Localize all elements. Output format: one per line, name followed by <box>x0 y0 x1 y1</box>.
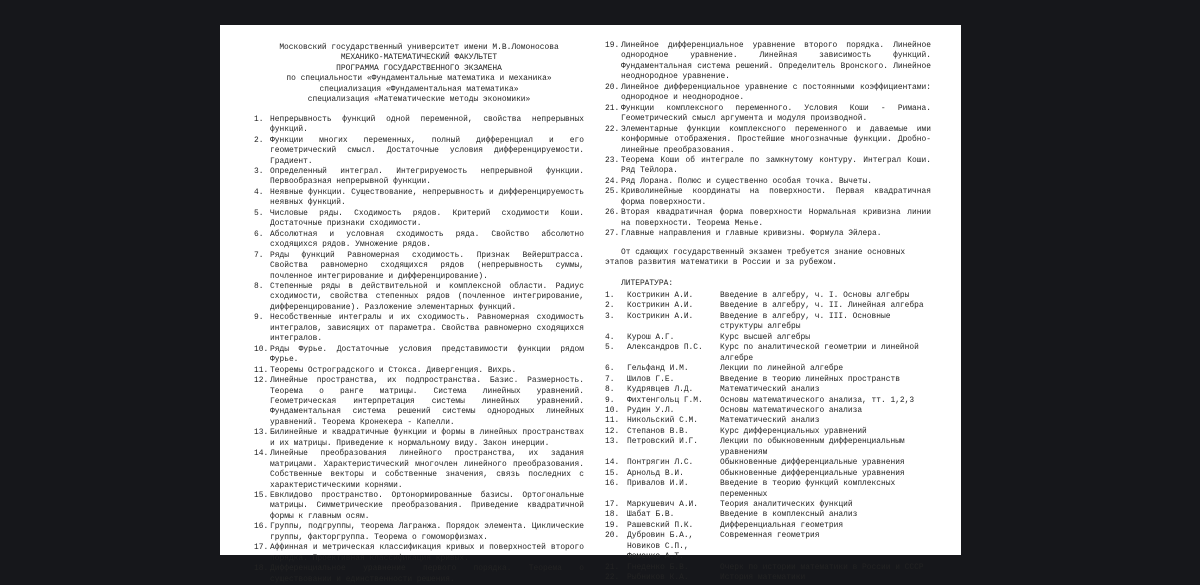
exam-question <box>254 188 584 209</box>
literature-author: Курош А.Г. <box>627 332 675 342</box>
exam-question <box>605 187 931 208</box>
literature-author: Фихтенгольц Г.М. <box>627 395 703 405</box>
exam-question <box>254 522 584 543</box>
question-number: 3. <box>254 166 264 176</box>
literature-number: 11. <box>605 416 620 426</box>
specialty: по специальности «Фундаментальные математика и механика» <box>286 74 552 84</box>
exam-question <box>254 491 584 522</box>
exam-question <box>605 229 931 239</box>
question-number: 22. <box>605 124 620 134</box>
literature-title-entry: Курс по аналитической геометрии и линейной алгебре <box>720 343 919 363</box>
exam-question <box>254 428 584 449</box>
exam-question <box>605 83 931 104</box>
literature-author: Кострикин А.И. <box>627 311 694 321</box>
question-text: Ряд Лорана. Полюс и существенно особая точка. Вычеты. <box>621 176 872 186</box>
exam-question <box>254 115 584 136</box>
literature-number: 21. <box>605 562 620 572</box>
literature-number: 17. <box>605 500 620 510</box>
question-number: 18. <box>254 564 269 574</box>
literature-title-entry: Математический анализ <box>720 416 820 426</box>
literature-title-entry: Курс высшей алгебры <box>720 332 810 342</box>
literature-title-entry: Лекции по обыкновенным дифференциальным уравнениям <box>720 437 905 457</box>
question-number: 7. <box>254 250 264 260</box>
literature-title-entry: Дифференциальная геометрия <box>720 520 844 530</box>
question-number: 25. <box>605 187 620 197</box>
literature-title-entry: Основы математического анализа, тт. 1,2,3 <box>720 395 915 405</box>
question-text: Линейное дифференциальное уравнение второго порядка. Линейное однородное уравнение. Линейная зависимость функций. Фундаментальная система решений. Определитель Вронского. Линейное неоднородное уравнение. <box>621 41 931 82</box>
question-number: 23. <box>605 155 620 165</box>
literature-number: 16. <box>605 479 620 489</box>
question-number: 26. <box>605 208 620 218</box>
exam-question <box>605 177 931 187</box>
question-number: 1. <box>254 114 264 124</box>
question-text: Дифференциальное уравнение первого порядка. Теорема о существовании и единственности решения. <box>270 564 584 584</box>
question-number: 13. <box>254 428 269 438</box>
question-number: 6. <box>254 229 264 239</box>
literature-title-entry: Введение в теорию линейных пространств <box>720 374 900 384</box>
literature-author: Кострикин А.И. <box>627 290 694 300</box>
question-number: 5. <box>254 208 264 218</box>
question-text: Аффинная и метрическая классификация кривых и поверхностей второго порядка. Проективная классификация кривых. <box>270 543 584 563</box>
question-text: Линейные преобразования линейного пространства, их задания матрицами. Характеристический многочлен линейного преобразования. Собственные векторы и собственные значения, связь последних с характеристическими корнями. <box>270 449 584 490</box>
exam-question <box>254 366 584 376</box>
question-text: Линейное дифференциальное уравнение с постоянными коэффициентами: однородное и неоднородное. <box>621 82 931 103</box>
question-text: Несобственные интегралы и их сходимость. Равномерная сходимость интегралов, зависящих от параметра. Свойства равномерно сходящихся интегралов. <box>270 313 584 344</box>
literature-title: ЛИТЕРАТУРА: <box>621 278 674 288</box>
literature-author: Кострикин А.И. <box>627 301 694 311</box>
literature-title-entry: Введение в алгебру, ч. I. Основы алгебры <box>720 290 910 300</box>
literature-number: 6. <box>605 364 615 374</box>
literature-title-entry: Введение в алгебру, ч. II. Линейная алгебра <box>720 301 924 311</box>
question-number: 15. <box>254 491 269 501</box>
literature-title-entry: Лекции по линейной алгебре <box>720 364 844 374</box>
literature-number: 12. <box>605 426 620 436</box>
question-number: 24. <box>605 176 620 186</box>
exam-question <box>254 251 584 282</box>
literature-number: 18. <box>605 510 620 520</box>
literature-number: 10. <box>605 405 620 415</box>
literature-number: 4. <box>605 332 615 342</box>
literature-title-entry: Современная геометрия <box>720 531 820 541</box>
exam-question <box>254 209 584 230</box>
question-text: Билинейные и квадратичные функции и формы в линейных пространствах и их матрицы. Приведение к нормальному виду. Закон инерции. <box>270 428 584 448</box>
literature-title-entry: Очерк по истории математики в России и СССР <box>720 562 924 572</box>
literature-title-entry: Основы математического анализа <box>720 405 863 415</box>
literature-title-entry: Математический анализ <box>720 385 820 395</box>
university-name: Московский государственный университет имени М.В.Ломоносова <box>279 43 559 52</box>
literature-author: Петровский И.Г. <box>627 437 699 447</box>
question-text: Функции комплексного переменного. Условия Коши - Римана. Геометрический смысл аргумента и модуля производной. <box>621 103 931 124</box>
exam-question <box>605 156 931 177</box>
exam-question <box>254 345 584 366</box>
literature-number: 22. <box>605 573 620 583</box>
question-text: Неявные функции. Существование, непрерывность и дифференцируемость неявных функций. <box>270 187 584 208</box>
exam-questions-left <box>254 115 584 585</box>
literature-title-entry: Введение в теорию функций комплексных переменных <box>720 479 896 499</box>
exam-question <box>254 167 584 188</box>
literature-author: Рашевский П.К. <box>627 520 694 530</box>
literature-author: Рыбников К.А. <box>627 573 689 583</box>
literature-number: 19. <box>605 520 620 530</box>
literature-number: 7. <box>605 374 615 384</box>
question-number: 8. <box>254 281 264 291</box>
question-number: 12. <box>254 376 269 386</box>
question-text: Элементарные функции комплексного переменного и даваемые ими конформные отображения. Простейшие многозначные функции. Дробно-линейные преобразования. <box>621 124 931 155</box>
question-number: 14. <box>254 449 269 459</box>
literature-title-entry: История математики <box>720 573 806 583</box>
exam-questions-right <box>605 41 931 240</box>
exam-question <box>254 449 584 491</box>
right-column <box>605 41 931 584</box>
literature-title-entry: Курс дифференциальных уравнений <box>720 426 867 436</box>
exam-question <box>605 41 931 83</box>
question-number: 16. <box>254 522 269 532</box>
specialization-1: специализация «Фундаментальная математика» <box>319 84 519 94</box>
literature-number: 9. <box>605 395 615 405</box>
exam-question <box>254 376 584 428</box>
literature-author: Рудин У.Л. <box>627 405 675 415</box>
literature-number: 15. <box>605 468 620 478</box>
literature-number: 14. <box>605 458 620 468</box>
document-page <box>220 25 961 584</box>
exam-question <box>254 282 584 313</box>
literature-number: 5. <box>605 343 615 353</box>
literature-author: Никольский С.М. <box>627 416 699 426</box>
question-number: 27. <box>605 229 620 239</box>
question-text: Функции многих переменных, полный дифференциал и его геометрический смысл. Достаточные условия дифференцируемости. Градиент. <box>270 135 584 166</box>
literature-number: 3. <box>605 311 615 321</box>
question-number: 9. <box>254 313 264 323</box>
question-text: Линейные пространства, их подпространства. Базис. Размерность. Теорема о ранге матрицы. Система линейных уравнений. Геометрическая интерпретация системы линейных уравнений. Фундаментальная система решений системы однородных линейных уравнений. Теорема Кронекера - Капелли. <box>270 376 584 427</box>
question-text: Теоремы Остроградского и Стокса. Дивергенция. Вихрь. <box>270 365 517 375</box>
question-number: 4. <box>254 187 264 197</box>
literature-number: 13. <box>605 437 620 447</box>
question-text: Теорема Коши об интеграле по замкнутому контуру. Интеграл Коши. Ряд Тейлора. <box>621 155 931 176</box>
question-number: 21. <box>605 103 620 113</box>
requirements-note: От сдающих государственный экзамен требуется знание основных этапов развития математики в России и за рубежом. <box>605 247 906 268</box>
question-text: Непрерывность функций одной переменной, свойства непрерывных функций. <box>270 114 584 135</box>
question-number: 17. <box>254 543 269 553</box>
literature-author: Гнеденко Б.В. <box>627 562 689 572</box>
question-text: Ряды Фурье. Достаточные условия представимости функции рядом Фурье. <box>270 344 584 365</box>
literature-title-entry: Обыкновенные дифференциальные уравнения <box>720 468 905 478</box>
question-text: Определенный интеграл. Интегрируемость непрерывной функции. Первообразная непрерывной функции. <box>270 166 584 187</box>
exam-question <box>605 104 931 125</box>
literature-number: 2. <box>605 301 615 311</box>
question-text: Числовые ряды. Сходимость рядов. Критерий сходимости Коши. Достаточные признаки сходимости. <box>270 208 584 229</box>
literature-author: Понтрягин Л.С. <box>627 458 694 468</box>
literature-author: Маркушевич А.И. <box>627 500 699 510</box>
exam-question <box>254 564 584 585</box>
literature-author: Шабат Б.В. <box>627 510 675 520</box>
exam-question <box>605 125 931 156</box>
literature-author: Степанов В.В. <box>627 426 689 436</box>
question-text: Главные направления и главные кривизны. Формула Эйлера. <box>621 229 882 239</box>
question-text: Криволинейные координаты на поверхности. Первая квадратичная форма поверхности. <box>621 187 931 207</box>
exam-question <box>254 313 584 344</box>
literature-title-entry: Введение в комплексный анализ <box>720 510 858 520</box>
literature-author: Дубровин Б.А., Новиков С.П., Фоменко А.Т. <box>627 531 694 562</box>
question-text: Группы, подгруппы, теорема Лагранжа. Порядок элемента. Циклические группы, факторгруппа. Теорема о гомоморфизмах. <box>270 522 584 542</box>
question-number: 10. <box>254 344 269 354</box>
exam-question <box>254 136 584 167</box>
literature-number: 1. <box>605 290 615 300</box>
literature-title-entry: Введение в алгебру, ч. III. Основные структуры алгебры <box>720 311 891 332</box>
question-number: 2. <box>254 135 264 145</box>
question-text: Степенные ряды в действительной и комплексной области. Радиус сходимости, свойства степенных рядов (почленное интегрирование, дифференцирование). Разложение элементарных функций. <box>270 281 584 312</box>
faculty-name: МЕХАНИКО-МАТЕМАТИЧЕСКИЙ ФАКУЛЬТЕТ <box>340 53 498 63</box>
document-header <box>254 43 584 106</box>
literature-author: Привалов И.И. <box>627 479 689 489</box>
question-text: Вторая квадратичная форма поверхности Нормальная кривизна линии на поверхности. Теорема Менье. <box>621 208 931 228</box>
literature-author: Гельфанд И.М. <box>627 364 689 374</box>
question-text: Евклидово пространство. Ортонормированные базисы. Ортогональные матрицы. Симметрические преобразования. Приведение квадратичной формы к главным осям. <box>270 491 584 521</box>
exam-question <box>605 208 931 229</box>
question-text: Ряды функций Равномерная сходимость. Признак Вейерштрасса. Свойства равномерно сходящихся рядов (непрерывность суммы, почленное интегрирование и дифференцирование). <box>270 250 584 281</box>
specialization-2: специализация «Математические методы экономики» <box>307 95 531 105</box>
literature-author: Шилов Г.Е. <box>627 374 675 384</box>
exam-question <box>254 543 584 564</box>
exam-question <box>254 230 584 251</box>
literature-title-entry: Теория аналитических функций <box>720 500 853 510</box>
literature-number: 20. <box>605 531 620 541</box>
program-title: ПРОГРАММА ГОСУДАРСТВЕННОГО ЭКЗАМЕНА <box>336 63 502 73</box>
literature-number: 8. <box>605 385 615 395</box>
literature-author: Кудрявцев Л.Д. <box>627 385 694 395</box>
left-column <box>254 43 584 585</box>
question-text: Абсолютная и условная сходимость ряда. Свойство абсолютно сходящихся рядов. Умножение рядов. <box>270 229 584 250</box>
literature-author: Арнольд В.И. <box>627 468 684 478</box>
question-number: 11. <box>254 365 269 375</box>
question-number: 20. <box>605 82 620 92</box>
literature-author: Александров П.С. <box>627 343 703 353</box>
question-number: 19. <box>605 41 620 50</box>
literature-title-entry: Обыкновенные дифференциальные уравнения <box>720 458 905 468</box>
